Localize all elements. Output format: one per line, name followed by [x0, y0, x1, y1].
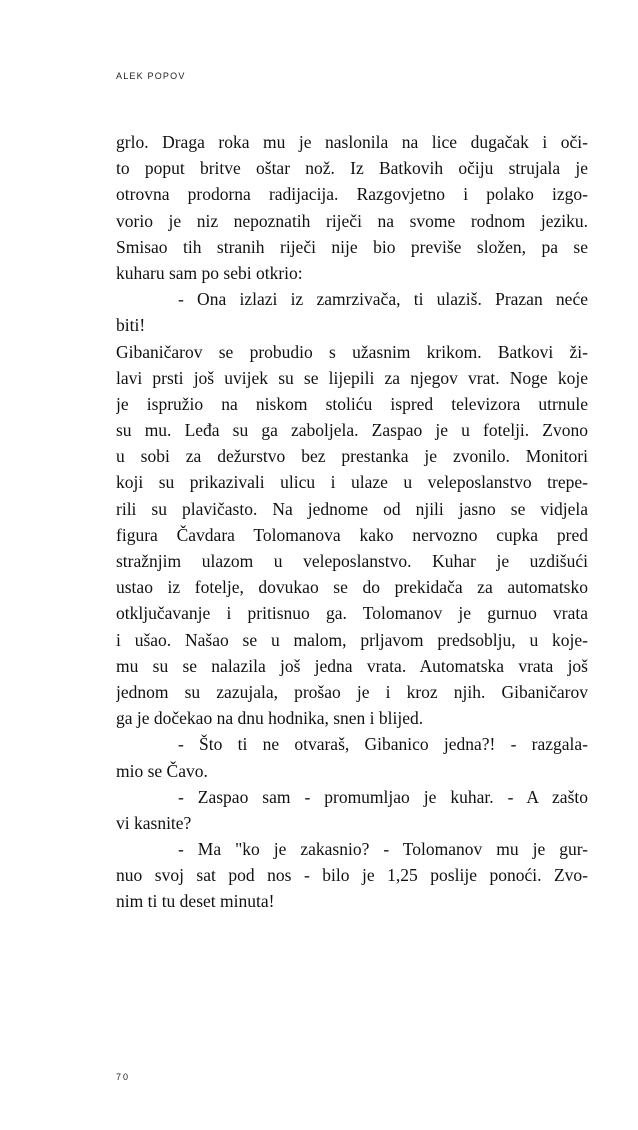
text-line: u sobi za dežurstvo bez prestanka je zvonilo. Monitori — [116, 446, 588, 467]
running-header: ALEK POPOV — [116, 71, 186, 81]
text-line: ga je dočekao na dnu hodnika, snen i blijed. — [116, 708, 424, 729]
text-line: lavi prsti još uvijek su se lijepili za njegov vrat. Noge koje — [116, 367, 588, 388]
text-line: rili su plavičasto. Na jednome od njili jasno se vidjela — [116, 498, 588, 519]
body-text — [116, 129, 588, 915]
text-line: stražnjim ulazom u veleposlanstvo. Kuhar je uzdišući — [116, 551, 588, 571]
text-line: nuo svoj sat pod nos - bilo je 1,25 poslije ponoći. Zvo- — [116, 865, 588, 886]
text-line: - Što ti ne otvaraš, Gibanico jedna?! - razgala- — [178, 734, 588, 755]
text-line: su mu. Leđa su ga zaboljela. Zaspao je u fotelji. Zvono — [116, 420, 588, 441]
page-number: 70 — [116, 1072, 131, 1082]
text-line: grlo. Draga roka mu je naslonila na lice dugačak i oči- — [116, 132, 588, 152]
text-line: mu su se nalazila još jedna vrata. Automatska vrata još — [116, 655, 588, 676]
text-line: to poput britve oštar nož. Iz Batkovih očiju strujala je — [116, 158, 588, 179]
text-line: otrovna prodorna radijacija. Razgovjetno i polako izgo- — [116, 184, 588, 205]
text-line: biti! — [116, 315, 146, 336]
text-line: kuharu sam po sebi otkrio: — [116, 262, 303, 283]
text-line: nim ti tu deset minuta! — [116, 891, 275, 912]
text-line: - Ona izlazi iz zamrzivača, ti ulaziš. Prazan neće — [178, 289, 588, 310]
text-line: Smisao tih stranih riječi nije bio previše složen, pa se — [116, 236, 588, 257]
text-line: i ušao. Našao se u malom, prljavom predsoblju, u koje- — [116, 629, 588, 650]
text-line: otključavanje i pritisnuo ga. Tolomanov je gurnuo vrata — [116, 603, 588, 624]
text-line: figura Čavdara Tolomanova kako nervozno cupka pred — [116, 524, 588, 545]
text-line: jednom su zazujala, prošao je i kroz njih. Gibaničarov — [116, 681, 588, 702]
text-line: je ispružio na niskom stoliću ispred televizora utrnule — [116, 393, 588, 414]
text-line: Gibaničarov se probudio s užasnim krikom. Batkovi ži- — [116, 341, 588, 362]
text-line: ustao iz fotelje, dovukao se do prekidača za automatsko — [116, 577, 588, 598]
text-line: - Zaspao sam - promumljao je kuhar. - A zašto — [178, 786, 588, 807]
text-line: vorio je niz nepoznatih riječi na svome rodnom jeziku. — [116, 210, 588, 231]
text-line: koji su prikazivali ulicu i ulaze u veleposlanstvo trepe- — [116, 472, 588, 493]
text-line: vi kasnite? — [116, 812, 192, 833]
text-line: mio se Čavo. — [116, 760, 208, 781]
text-line: - Ma "ko je zakasnio? - Tolomanov mu je gur- — [178, 839, 588, 860]
